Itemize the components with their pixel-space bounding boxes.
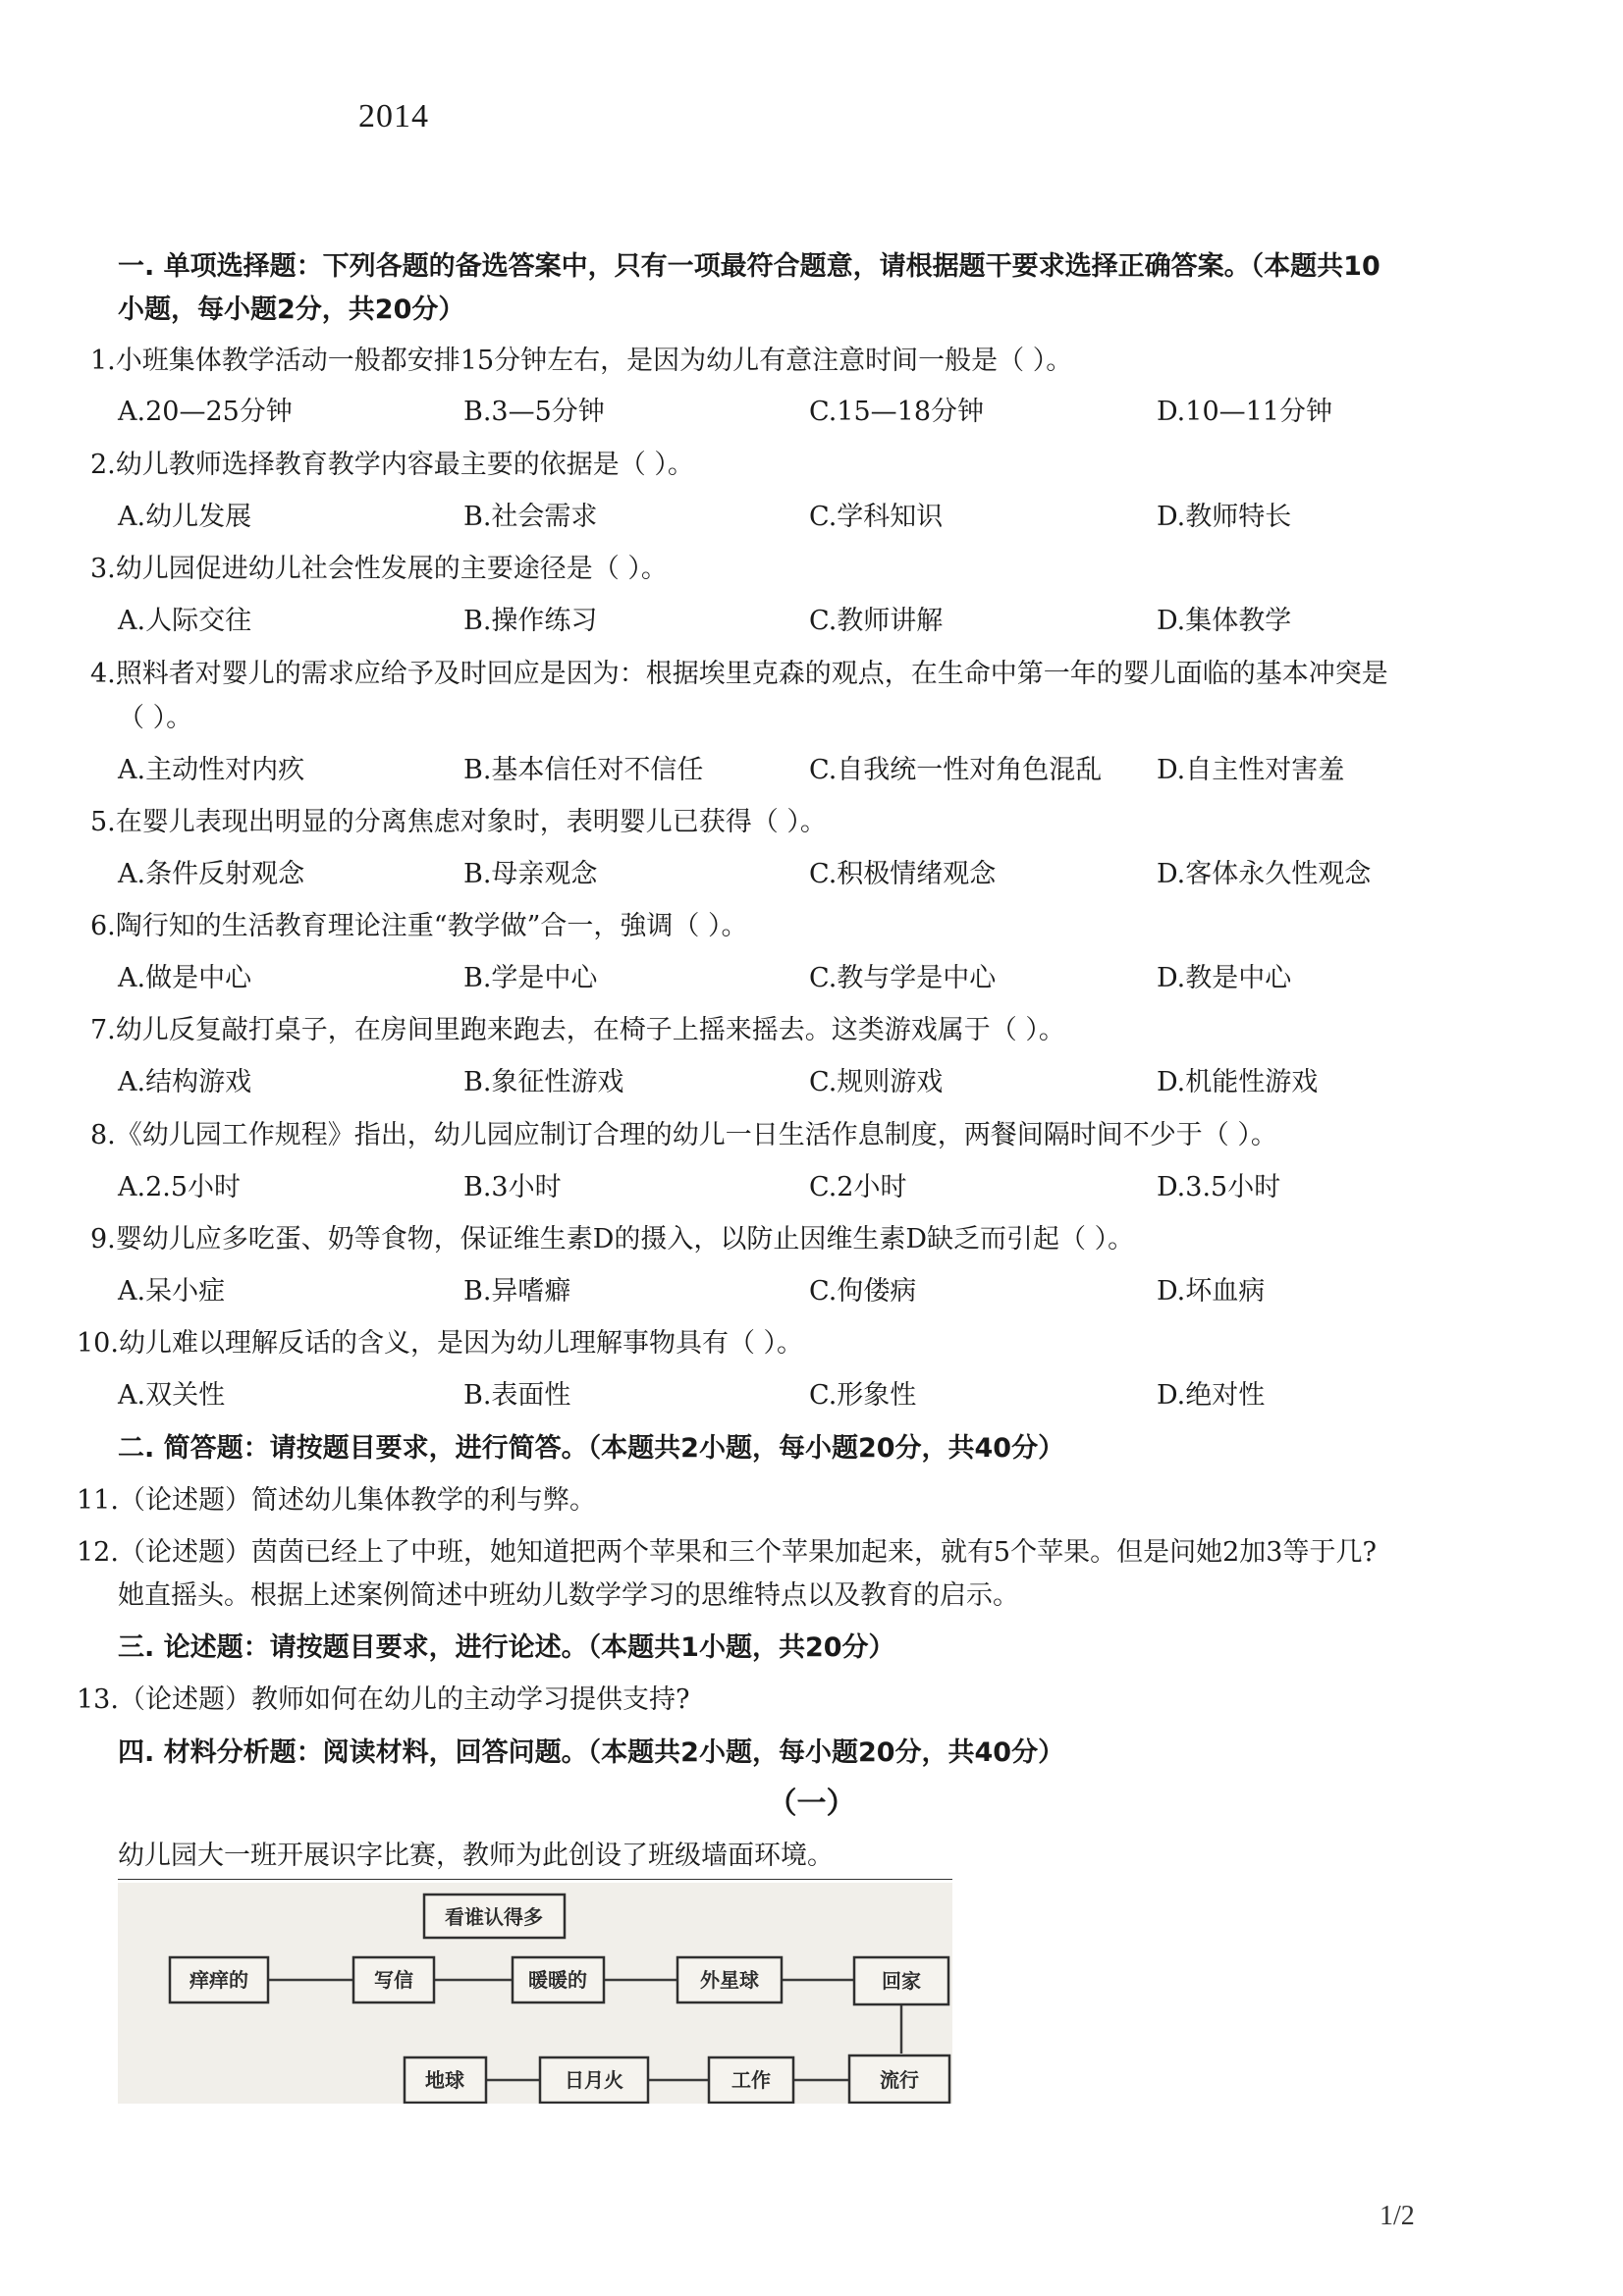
option-a: A.做是中心 [118,963,252,993]
question-11: 11.（论述题）简述幼儿集体教学的利与弊。 [77,1485,596,1516]
question-number: 4. [90,659,116,689]
wall-environment-figure [118,1883,952,2104]
option-c: C.形象性 [809,1380,917,1411]
word-node [854,1957,948,2004]
question-number: 7. [90,1015,116,1045]
word-label: 流行 [880,2068,919,2092]
question-text: 幼儿反复敲打桌子，在房间里跑来跑去，在椅子上摇来摇去。这类游戏属于（ ）。 [115,1015,1065,1045]
word-label: 暖暖的 [528,1968,587,1992]
question-text: 《幼儿园工作规程》指出，幼儿园应制订合理的幼儿一日生活作息制度，两餐间隔时间不少于（ ）。 [115,1120,1277,1150]
option-a: A.人际交往 [118,606,252,636]
section1-heading-line2: 小题，每小题2分，共20分） [118,294,465,325]
question-13: 13.（论述题）教师如何在幼儿的主动学习提供支持? [77,1684,690,1715]
option-d: D.3.5小时 [1157,1172,1281,1202]
word-node [353,1957,434,2002]
option-b: B.象征性游戏 [463,1067,624,1097]
question-text: 照料者对婴儿的需求应给予及时回应是因为：根据埃里克森的观点，在生命中第一年的婴儿面临的基本冲突是 [115,659,1388,689]
question-5 [90,803,827,842]
material-text: 幼儿园大一班开展识字比赛，教师为此创设了班级墙面环境。 [118,1841,834,1871]
figure-title-box [424,1895,565,1938]
question-7 [90,1011,1065,1050]
option-b: B.异嗜癖 [463,1276,571,1307]
question-12-line1: 12.（论述题）茵茵已经上了中班，她知道把两个苹果和三个苹果加起来，就有5个苹果。但是问她2加3等于几? [77,1537,1377,1568]
question-number: 5. [90,807,116,837]
question-text: 小班集体教学活动一般都安排15分钟左右，是因为幼儿有意注意时间一般是（ ）。 [115,346,1073,376]
word-label: 地球 [425,2068,464,2092]
option-a: A.呆小症 [118,1276,226,1307]
option-a: A.20—25分钟 [118,397,293,427]
question-number: 9. [90,1224,116,1255]
option-d: D.客体永久性观念 [1157,859,1372,889]
document-year: 2014 [358,98,429,134]
question-6 [90,907,747,946]
question-number: 3. [90,554,116,584]
option-c: C.规则游戏 [809,1067,944,1097]
word-node [170,1957,268,2002]
section3-heading: 三. 论述题：请按题目要求，进行论述。（本题共1小题，共20分） [118,1632,895,1663]
page-number: 1/2 [1380,2201,1415,2231]
option-a: A.双关性 [118,1380,226,1411]
option-d: D.10—11分钟 [1157,397,1332,427]
word-node [540,2057,648,2103]
word-node [849,2056,949,2103]
option-c: C.15—18分钟 [809,397,984,427]
question-1 [90,342,1072,381]
option-b: B.社会需求 [463,502,598,532]
question-10 [77,1324,803,1363]
option-d: D.教是中心 [1157,963,1292,993]
word-label: 日月火 [565,2068,623,2092]
option-a: A.幼儿发展 [118,502,252,532]
question-9 [90,1220,1134,1259]
word-label: 回家 [882,1969,921,1993]
question-number: 6. [90,911,116,941]
option-d: D.绝对性 [1157,1380,1266,1411]
option-c: C.积极情绪观念 [809,859,997,889]
option-c: C.佝偻病 [809,1276,917,1307]
option-d: D.自主性对害羞 [1157,755,1345,785]
option-b: B.操作练习 [463,606,598,636]
option-c: C.2小时 [809,1172,907,1202]
option-a: A.主动性对内疚 [118,755,305,785]
question-text: 婴幼儿应多吃蛋、奶等食物，保证维生素D的摄入，以防止因维生素D缺乏而引起（ ）。 [115,1224,1135,1255]
word-label: 痒痒的 [189,1968,248,1992]
question-2 [90,446,694,485]
word-label: 工作 [731,2068,771,2092]
question-text: 幼儿园促进幼儿社会性发展的主要途径是（ ）。 [115,554,668,584]
option-c: C.教与学是中心 [809,963,997,993]
option-c: C.自我统一性对角色混乱 [809,755,1103,785]
question-number: 10. [77,1328,119,1359]
section1-heading-line1: 一. 单项选择题：下列各题的备选答案中，只有一项最符合题意，请根据题干要求选择正确答案。（本题共10 [118,251,1380,282]
option-b: B.学是中心 [463,963,598,993]
question-3 [90,550,668,589]
question-text: 在婴儿表现出明显的分离焦虑对象时，表明婴儿已获得（ ）。 [115,807,827,837]
option-d: D.机能性游戏 [1157,1067,1319,1097]
material-underline [118,1879,952,1880]
word-node [709,2057,793,2103]
word-node [405,2057,486,2103]
section4-heading: 四. 材料分析题：阅读材料，回答问题。（本题共2小题，每小题20分，共40分） [118,1737,1065,1768]
option-a: A.2.5小时 [118,1172,242,1202]
option-d: D.坏血病 [1157,1276,1266,1307]
question-12-line2: 她直摇头。根据上述案例简述中班幼儿数学学习的思维特点以及教育的启示。 [118,1580,1019,1611]
option-b: B.基本信任对不信任 [463,755,704,785]
question-8 [90,1116,1277,1155]
question-number: 1. [90,346,116,376]
figure-title: 看谁认得多 [445,1905,543,1929]
question-4 [90,655,1388,694]
option-c: C.教师讲解 [809,606,944,636]
option-a: A.结构游戏 [118,1067,252,1097]
option-d: D.教师特长 [1157,502,1292,532]
option-a: A.条件反射观念 [118,859,305,889]
question-number: 2. [90,450,116,480]
question-text: 幼儿难以理解反话的含义，是因为幼儿理解事物具有（ ）。 [118,1328,804,1359]
subheading-part-one: （一） [767,1787,856,1821]
word-chain-diagram [118,1883,952,2104]
option-b: B.表面性 [463,1380,571,1411]
word-label: 外星球 [700,1968,759,1992]
word-label: 写信 [374,1968,413,1992]
word-node [677,1957,782,2002]
question-text: 幼儿教师选择教育教学内容最主要的依据是（ ）。 [115,450,694,480]
question-4-continuation: （ ）。 [118,703,193,733]
question-number: 8. [90,1120,116,1150]
option-b: B.3—5分钟 [463,397,605,427]
option-b: B.3小时 [463,1172,562,1202]
section2-heading: 二. 简答题：请按题目要求，进行简答。（本题共2小题，每小题20分，共40分） [118,1433,1065,1464]
option-c: C.学科知识 [809,502,944,532]
option-d: D.集体教学 [1157,606,1292,636]
question-text: 陶行知的生活教育理论注重“教学做”合一，強调（ ）。 [115,911,748,941]
word-node [513,1957,604,2002]
option-b: B.母亲观念 [463,859,598,889]
